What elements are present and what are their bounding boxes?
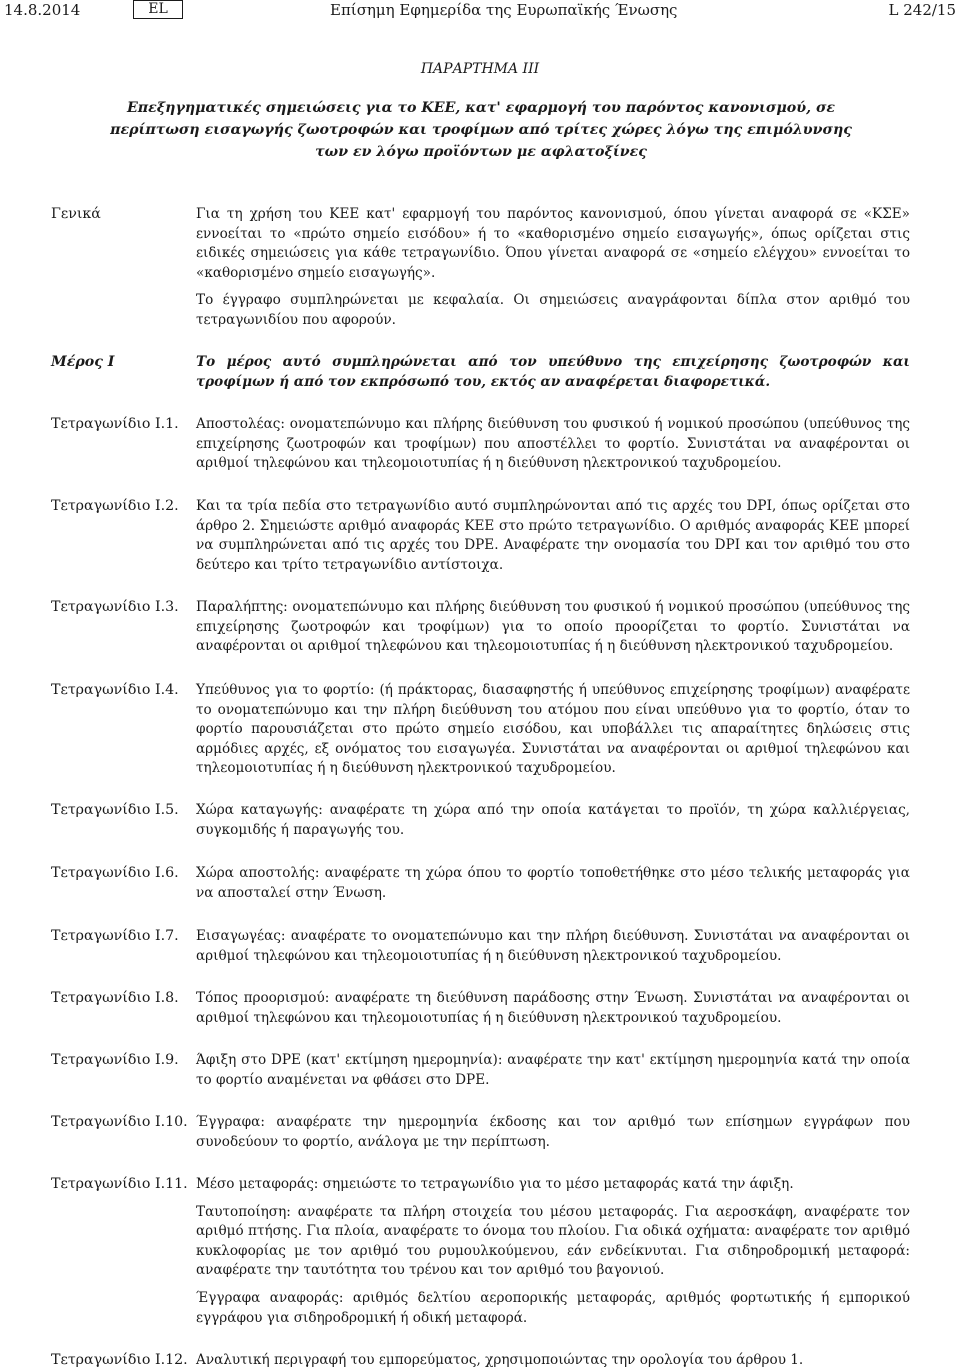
section-label: Τετραγωνίδιο I.3. bbox=[51, 599, 179, 615]
paragraph: Εισαγωγέας: αναφέρατε το ονοματεπώνυμο και την πλήρη διεύθυνση. Συνιστάται να αναφέρονται οι αριθμοί τηλεφώνου και τηλεομοιοτυπίας ή η διεύθυνση ηλεκτρονικού ταχυδρομείου. bbox=[196, 928, 910, 964]
section-label: Τετραγωνίδιο I.6. bbox=[51, 865, 179, 881]
section-body bbox=[196, 989, 910, 1028]
paragraph: Για τη χρήση του ΚΕΕ κατ' εφαρμογή του παρόντος κανονισμού, όπου γίνεται αναφορά σε «ΚΣΕ» εννοείται το «πρώτο σημείο εισόδου» ή το «καθορισμένο σημείο εισαγωγής», όπως ορίζεται στις ειδικές σημειώσεις για κάθε τετραγωνίδιο. Όπου γίνεται αναφορά σε «σημείο ελέγχου» εννοείται το «καθορισμένο σημείο εισαγωγής». bbox=[196, 206, 910, 281]
section-body bbox=[196, 1051, 910, 1090]
section-body bbox=[196, 801, 910, 840]
section-body bbox=[196, 927, 910, 966]
section-body bbox=[196, 681, 910, 779]
paragraph: Τόπος προορισμού: αναφέρατε τη διεύθυνση παράδοσης στην Ένωση. Συνιστάται να αναφέρονται οι αριθμοί τηλεφώνου και τηλεομοιοτυπίας ή η διεύθυνση ηλεκτρονικού ταχυδρομείου. bbox=[196, 990, 910, 1026]
paragraph: Αποστολέας: ονοματεπώνυμο και πλήρης διεύθυνση του φυσικού ή νομικού προσώπου (υπεύθυνος της επιχείρησης ζωοτροφών και τροφίμων) που αποστέλλει το φορτίο. Συνιστάται να αναφέρονται οι αριθμοί τηλεφώνου και τηλεομοιοτυπίας ή η διεύθυνση ηλεκτρονικού ταχυδρομείου. bbox=[196, 416, 910, 472]
section-label: Τετραγωνίδιο I.10. bbox=[51, 1114, 188, 1130]
section-body bbox=[196, 598, 910, 657]
page-reference: L 242/15 bbox=[888, 1, 956, 19]
section-label: Τετραγωνίδιο I.12. bbox=[51, 1352, 188, 1368]
paragraph: Άφιξη στο DPE (κατ' εκτίμηση ημερομηνία): αναφέρατε την κατ' εκτίμηση ημερομηνία κατά την οποία το φορτίο αναμένεται να φθάσει στο DPE. bbox=[196, 1052, 910, 1088]
paragraph: Υπεύθυνος για το φορτίο: (ή πράκτορας, διασαφηστής ή υπεύθυνος επιχείρησης τροφίμων) αναφέρατε το ονοματεπώνυμο και την πλήρη διεύθυνση του ατόμου που είναι υπεύθυνο για το φορτίο, όταν το φορτίο παρουσιάζεται στο πρώτο σημείο εισόδου, και υποβάλλει τις απαραίτητες δηλώσεις στις αρμόδιες αρχές, εξ ονόματος του εισαγωγέα. Συνιστάται να αναφέρονται οι αριθμοί τηλεφώνου και τηλεομοιοτυπίας ή η διεύθυνση ηλεκτρονικού ταχυδρομείου. bbox=[196, 682, 910, 777]
publication-date: 14.8.2014 bbox=[4, 1, 81, 19]
section-label: Τετραγωνίδιο I.5. bbox=[51, 802, 179, 818]
section-body bbox=[196, 353, 910, 392]
document-title: Επεξηγηματικές σημειώσεις για το ΚΕΕ, κατ' εφαρμογή του παρόντος κανονισμού, σε περίπτωση εισαγωγής ζωοτροφών και τροφίμων από τρίτες χώρες λόγω της επιμόλυνσης των εν λόγω προϊόντων με αφλατοξίνες bbox=[110, 100, 852, 160]
paragraph: Μέσο μεταφοράς: σημειώστε το τετραγωνίδιο για το μέσο μεταφοράς κατά την άφιξη. bbox=[196, 1176, 794, 1192]
section-label: Τετραγωνίδιο I.1. bbox=[51, 416, 179, 432]
paragraph: Το μέρος αυτό συμπληρώνεται από τον υπεύθυνο της επιχείρησης ζωοτροφών και τροφίμων ή από τον εκπρόσωπό του, εκτός αν αναφέρεται διαφορετικά. bbox=[196, 354, 910, 390]
section-body bbox=[196, 205, 910, 331]
paragraph: Χώρα καταγωγής: αναφέρατε τη χώρα από την οποία κατάγεται το προϊόν, τη χώρα καλλιέργειας, συγκομιδής ή παραγωγής του. bbox=[196, 802, 910, 838]
paragraph: Και τα τρία πεδία στο τετραγωνίδιο αυτό συμπληρώνονται από τις αρχές του DPI, όπως ορίζεται στο άρθρο 2. Σημειώστε αριθμό αναφοράς ΚΕΕ στο πρώτο τετραγωνίδιο. Ο αριθμός αναφοράς ΚΕΕ μπορεί να συμπληρώνεται από τις αρχές του DPE. Αναφέρατε την ονομασία του DPI και τον αριθμό του στο δεύτερο και τρίτο τετραγωνίδιο αντίστοιχα. bbox=[196, 498, 910, 573]
paragraph: Αναλυτική περιγραφή του εμπορεύματος, χρησιμοποιώντας την ορολογία του άρθρου 1. bbox=[196, 1352, 804, 1368]
section-label: Τετραγωνίδιο I.2. bbox=[51, 498, 179, 514]
paragraph: Χώρα αποστολής: αναφέρατε τη χώρα όπου το φορτίο τοποθετήθηκε στο μέσο τελικής μεταφοράς για να αποσταλεί στην Ένωση. bbox=[196, 865, 910, 901]
section-body bbox=[196, 1113, 910, 1152]
section-label: Γενικά bbox=[51, 206, 101, 222]
paragraph: Ταυτοποίηση: αναφέρατε τα πλήρη στοιχεία του μέσου μεταφοράς. Για αεροσκάφη, αναφέρατε τον αριθμό πτήσης. Για πλοία, αναφέρατε το όνομα του πλοίου. Για οδικά οχήματα: αναφέρατε τον αριθμό κυκλοφορίας με τον αριθμό του ρυμουλκούμενου, εάν ενδείκνυται. Για σιδηροδρομική μεταφορά: αναφέρατε την ταυτότητα του τρένου και τον αριθμό του βαγονιού. bbox=[196, 1203, 910, 1279]
section-body bbox=[196, 497, 910, 575]
annex-heading: ΠΑΡΑΡΤΗΜΑ III bbox=[420, 61, 540, 77]
section-label: Τετραγωνίδιο I.11. bbox=[51, 1176, 188, 1192]
section-label: Μέρος I bbox=[51, 354, 115, 370]
paragraph: Το έγγραφο συμπληρώνεται με κεφαλαία. Οι σημειώσεις αναγράφονται δίπλα στον αριθμό του τετραγωνιδίου που αφορούν. bbox=[196, 292, 910, 328]
page-header bbox=[0, 0, 960, 22]
journal-title: Επίσημη Εφημερίδα της Ευρωπαϊκής Ένωσης bbox=[330, 1, 678, 19]
section-label: Τετραγωνίδιο I.9. bbox=[51, 1052, 179, 1068]
paragraph: Παραλήπτης: ονοματεπώνυμο και πλήρης διεύθυνση του φυσικού ή νομικού προσώπου (υπεύθυνος της επιχείρησης ζωοτροφών και τροφίμων) για το οποίο προορίζεται το φορτίο. Συνιστάται να αναφέρονται οι αριθμοί τηλεφώνου και τηλεομοιοτυπίας ή η διεύθυνση ηλεκτρονικού ταχυδρομείου. bbox=[196, 599, 910, 655]
section-body bbox=[196, 1351, 910, 1371]
section-body bbox=[196, 1175, 910, 1328]
paragraph: Έγγραφα αναφοράς: αριθμός δελτίου αεροπορικής μεταφοράς, αριθμός φορτωτικής ή εμπορικού εγγράφου για σιδηροδρομική ή οδική μεταφορά. bbox=[196, 1289, 910, 1326]
section-label: Τετραγωνίδιο I.7. bbox=[51, 928, 179, 944]
section-label: Τετραγωνίδιο I.8. bbox=[51, 990, 179, 1006]
paragraph: Έγγραφα: αναφέρατε την ημερομηνία έκδοσης και τον αριθμό των επίσημων εγγράφων που συνοδεύουν το φορτίο, ανάλογα με την περίπτωση. bbox=[196, 1114, 910, 1150]
section-body bbox=[196, 864, 910, 903]
language-code-box: EL bbox=[133, 0, 183, 19]
section-label: Τετραγωνίδιο I.4. bbox=[51, 682, 179, 698]
section-body bbox=[196, 415, 910, 474]
